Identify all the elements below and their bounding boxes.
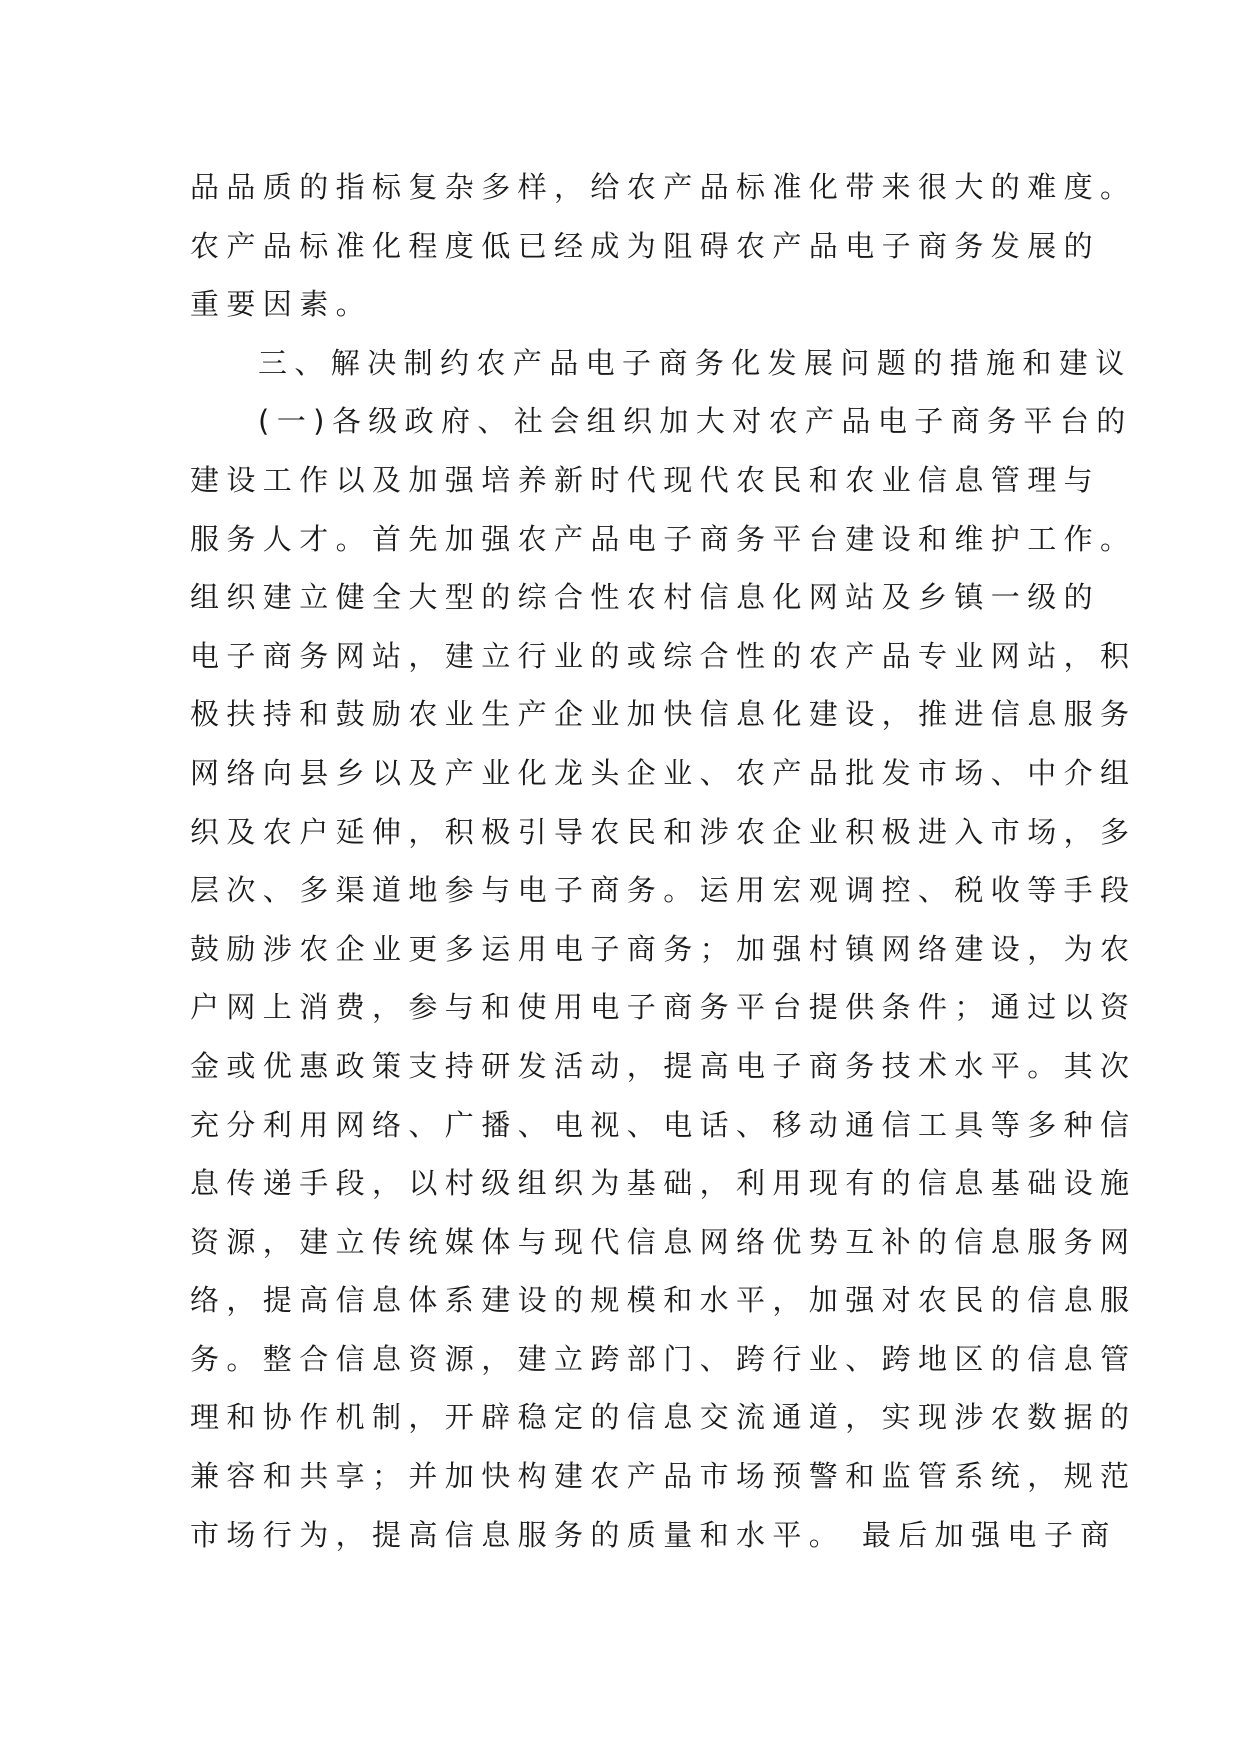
text-line: 服务人才。首先加强农产品电子商务平台建设和维护工作。 <box>190 521 1137 556</box>
text-line: 织及农户延伸，积极引导农民和涉农企业积极进入市场，多 <box>190 814 1137 849</box>
text-line: 重要因素。 <box>190 287 373 322</box>
text-line: 农产品标准化程度低已经成为阻碍农产品电子商务发展的 <box>190 228 1101 263</box>
text-line: 品品质的指标复杂多样，给农产品标准化带来很大的难度。 <box>190 170 1137 204</box>
text-line: 市场行为，提高信息服务的质量和水平。 最后加强电子商 <box>190 1517 1117 1552</box>
text-line: 络，提高信息体系建设的规模和水平，加强对农民的信息服 <box>190 1283 1137 1318</box>
text-line: 鼓励涉农企业更多运用电子商务；加强村镇网络建设，为农 <box>190 931 1137 966</box>
text-line: 层次、多渠道地参与电子商务。运用宏观调控、税收等手段 <box>190 873 1137 908</box>
section-heading: 三、解决制约农产品电子商务化发展问题的措施和建议 <box>258 345 1132 380</box>
text-line: 充分利用网络、广播、电视、电话、移动通信工具等多种信 <box>190 1107 1137 1142</box>
text-line: 极扶持和鼓励农业生产企业加快信息化建设，推进信息服务 <box>190 697 1137 732</box>
text-line: 网络向县乡以及产业化龙头企业、农产品批发市场、中介组 <box>190 755 1137 790</box>
text-line: 兼容和共享；并加快构建农产品市场预警和监管系统，规范 <box>190 1459 1137 1494</box>
subsection-heading-line: (一)各级政府、社会组织加大对农产品电子商务平台的 <box>258 404 1133 439</box>
text-line: 金或优惠政策支持研发活动，提高电子商务技术水平。其次 <box>190 1048 1137 1083</box>
text-line: 组织建立健全大型的综合性农村信息化网站及乡镇一级的 <box>190 580 1101 615</box>
text-line: 建设工作以及加强培养新时代现代农民和农业信息管理与 <box>190 462 1101 497</box>
text-line: 资源，建立传统媒体与现代信息网络优势互补的信息服务网 <box>190 1224 1137 1259</box>
text-line: 息传递手段，以村级组织为基础，利用现有的信息基础设施 <box>190 1166 1137 1201</box>
text-line: 电子商务网站，建立行业的或综合性的农产品专业网站，积 <box>190 638 1137 673</box>
text-line: 理和协作机制，开辟稳定的信息交流通道，实现涉农数据的 <box>190 1400 1137 1435</box>
body-text <box>190 158 1137 1564</box>
text-line: 务。整合信息资源，建立跨部门、跨行业、跨地区的信息管 <box>190 1341 1137 1376</box>
text-line: 户网上消费，参与和使用电子商务平台提供条件；通过以资 <box>190 990 1137 1025</box>
